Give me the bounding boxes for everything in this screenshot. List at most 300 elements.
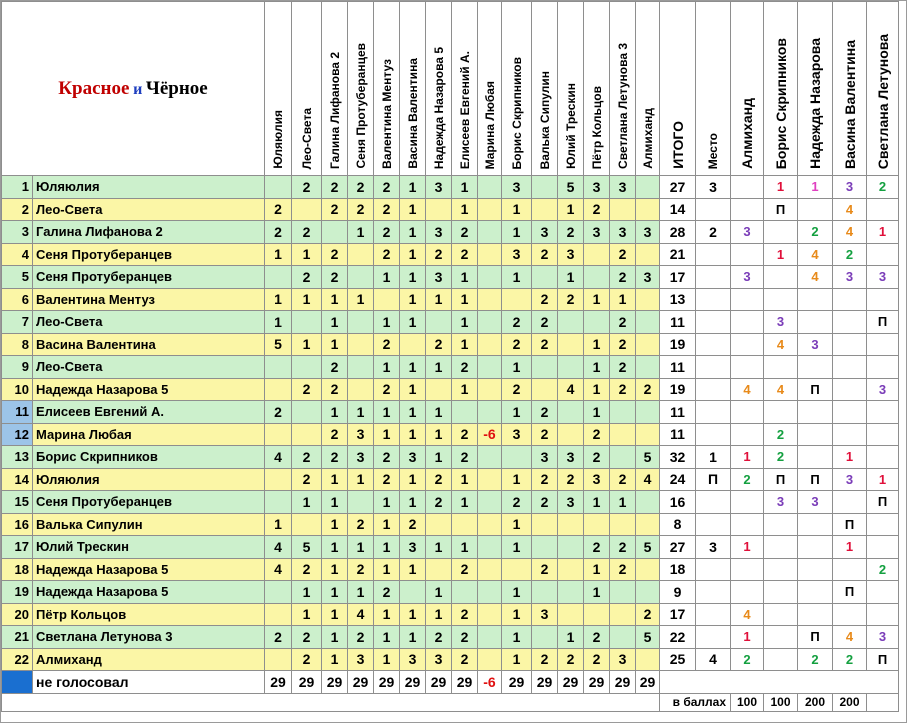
vote-cell[interactable] — [833, 378, 867, 401]
vote-cell[interactable]: 4 — [833, 198, 867, 221]
score-cell[interactable]: 1 — [374, 311, 400, 334]
row-number[interactable]: 21 — [2, 626, 33, 649]
score-cell[interactable] — [532, 356, 558, 379]
place-cell[interactable] — [696, 401, 731, 424]
score-cell[interactable] — [348, 266, 374, 289]
vote-cell[interactable]: П — [833, 581, 867, 604]
score-cell[interactable] — [265, 266, 292, 289]
vote-cell[interactable] — [764, 581, 798, 604]
score-cell[interactable]: 1 — [292, 333, 322, 356]
score-cell[interactable]: 5 — [636, 626, 660, 649]
vote-cell[interactable] — [764, 266, 798, 289]
score-cell[interactable]: 1 — [452, 266, 478, 289]
score-cell[interactable]: 3 — [502, 423, 532, 446]
score-cell[interactable]: 1 — [400, 558, 426, 581]
score-cell[interactable]: 2 — [610, 311, 636, 334]
participant-name[interactable]: Сеня Протуберанцев — [33, 491, 265, 514]
participant-name[interactable]: Юляюлия — [33, 176, 265, 199]
score-cell[interactable]: 2 — [610, 468, 636, 491]
vote-cell[interactable] — [833, 401, 867, 424]
place-cell[interactable] — [696, 603, 731, 626]
place-cell[interactable] — [696, 311, 731, 334]
score-cell[interactable]: 3 — [400, 648, 426, 671]
total-cell[interactable]: 32 — [660, 446, 696, 469]
vote-cell[interactable] — [798, 198, 833, 221]
vote-cell[interactable] — [798, 558, 833, 581]
score-cell[interactable]: 1 — [400, 311, 426, 334]
vote-cell[interactable] — [867, 243, 899, 266]
score-cell[interactable]: 1 — [348, 401, 374, 424]
score-cell[interactable]: 2 — [610, 333, 636, 356]
score-cell[interactable]: 2 — [532, 243, 558, 266]
score-cell[interactable] — [636, 401, 660, 424]
score-cell[interactable] — [558, 401, 584, 424]
score-cell[interactable]: 1 — [374, 513, 400, 536]
score-cell[interactable]: 1 — [426, 288, 452, 311]
vote-cell[interactable]: 2 — [867, 558, 899, 581]
score-cell[interactable]: 5 — [292, 536, 322, 559]
score-cell[interactable] — [532, 378, 558, 401]
score-cell[interactable] — [478, 446, 502, 469]
score-cell[interactable]: 2 — [292, 176, 322, 199]
score-cell[interactable]: 2 — [610, 356, 636, 379]
vote-cell[interactable] — [833, 288, 867, 311]
score-cell[interactable]: 4 — [636, 468, 660, 491]
score-cell[interactable] — [348, 311, 374, 334]
score-cell[interactable]: 3 — [348, 423, 374, 446]
score-cell[interactable]: 2 — [292, 626, 322, 649]
column-sum[interactable]: 29 — [558, 671, 584, 694]
score-cell[interactable]: 1 — [374, 626, 400, 649]
row-number[interactable]: 15 — [2, 491, 33, 514]
score-cell[interactable]: 2 — [610, 266, 636, 289]
vote-cell[interactable] — [731, 356, 764, 379]
column-sum[interactable]: 29 — [584, 671, 610, 694]
score-cell[interactable]: 2 — [502, 378, 532, 401]
score-cell[interactable]: 1 — [400, 626, 426, 649]
score-cell[interactable]: 1 — [322, 626, 348, 649]
score-cell[interactable] — [348, 243, 374, 266]
vote-cell[interactable] — [867, 536, 899, 559]
score-cell[interactable] — [636, 356, 660, 379]
score-cell[interactable]: 3 — [558, 446, 584, 469]
score-cell[interactable] — [636, 491, 660, 514]
score-cell[interactable]: 3 — [400, 446, 426, 469]
score-cell[interactable] — [265, 378, 292, 401]
vote-cell[interactable] — [833, 423, 867, 446]
vote-cell[interactable] — [798, 536, 833, 559]
score-cell[interactable] — [532, 266, 558, 289]
score-cell[interactable]: 2 — [292, 221, 322, 244]
participant-name[interactable]: Надежда Назарова 5 — [33, 558, 265, 581]
vote-cell[interactable]: П — [833, 513, 867, 536]
score-cell[interactable] — [636, 423, 660, 446]
score-cell[interactable] — [265, 356, 292, 379]
score-cell[interactable]: 1 — [374, 401, 400, 424]
row-number[interactable]: 14 — [2, 468, 33, 491]
score-cell[interactable]: 1 — [374, 491, 400, 514]
score-cell[interactable] — [265, 423, 292, 446]
vote-cell[interactable]: 1 — [833, 536, 867, 559]
participant-name[interactable]: Лео-Света — [33, 311, 265, 334]
score-cell[interactable]: 1 — [584, 491, 610, 514]
place-cell[interactable] — [696, 626, 731, 649]
score-cell[interactable] — [610, 401, 636, 424]
total-cell[interactable]: 27 — [660, 176, 696, 199]
score-cell[interactable]: 1 — [292, 491, 322, 514]
vote-cell[interactable] — [764, 356, 798, 379]
score-cell[interactable] — [636, 558, 660, 581]
place-cell[interactable]: П — [696, 468, 731, 491]
score-cell[interactable]: 5 — [265, 333, 292, 356]
score-cell[interactable]: 3 — [426, 648, 452, 671]
score-cell[interactable]: 1 — [292, 243, 322, 266]
vote-cell[interactable]: 1 — [731, 536, 764, 559]
score-cell[interactable]: 2 — [584, 423, 610, 446]
vote-cell[interactable]: 1 — [731, 446, 764, 469]
total-cell[interactable]: 21 — [660, 243, 696, 266]
place-cell[interactable] — [696, 378, 731, 401]
score-cell[interactable]: 2 — [374, 378, 400, 401]
score-cell[interactable]: 1 — [426, 581, 452, 604]
participant-name[interactable]: Юлий Трескин — [33, 536, 265, 559]
score-cell[interactable]: 1 — [292, 581, 322, 604]
vote-cell[interactable] — [764, 221, 798, 244]
score-cell[interactable]: 4 — [348, 603, 374, 626]
score-cell[interactable]: 1 — [265, 288, 292, 311]
score-cell[interactable] — [265, 648, 292, 671]
score-cell[interactable] — [292, 401, 322, 424]
vote-cell[interactable] — [833, 333, 867, 356]
score-cell[interactable]: 1 — [400, 603, 426, 626]
score-cell[interactable]: 1 — [400, 198, 426, 221]
score-cell[interactable] — [322, 221, 348, 244]
score-cell[interactable]: 2 — [292, 446, 322, 469]
score-cell[interactable]: 2 — [584, 648, 610, 671]
row-number[interactable]: 13 — [2, 446, 33, 469]
score-cell[interactable] — [426, 378, 452, 401]
vote-cell[interactable] — [867, 513, 899, 536]
participant-name[interactable]: Валька Сипулин — [33, 513, 265, 536]
column-sum[interactable]: 29 — [452, 671, 478, 694]
vote-cell[interactable] — [867, 288, 899, 311]
total-cell[interactable]: 17 — [660, 603, 696, 626]
score-cell[interactable]: 2 — [610, 378, 636, 401]
score-cell[interactable]: 2 — [558, 648, 584, 671]
score-cell[interactable]: 2 — [584, 198, 610, 221]
score-cell[interactable]: 2 — [532, 648, 558, 671]
score-cell[interactable]: 2 — [426, 333, 452, 356]
score-cell[interactable]: 3 — [426, 176, 452, 199]
score-cell[interactable]: 1 — [292, 288, 322, 311]
total-cell[interactable]: 27 — [660, 536, 696, 559]
vote-cell[interactable] — [867, 446, 899, 469]
vote-cell[interactable]: 1 — [798, 176, 833, 199]
vote-cell[interactable] — [764, 603, 798, 626]
score-cell[interactable]: 1 — [348, 536, 374, 559]
score-cell[interactable]: 1 — [426, 536, 452, 559]
participant-name[interactable]: Галина Лифанова 2 — [33, 221, 265, 244]
score-cell[interactable] — [265, 581, 292, 604]
score-cell[interactable] — [532, 536, 558, 559]
participant-name[interactable]: Сеня Протуберанцев — [33, 266, 265, 289]
score-cell[interactable]: 2 — [452, 243, 478, 266]
vote-cell[interactable] — [798, 423, 833, 446]
score-cell[interactable] — [374, 288, 400, 311]
vote-cell[interactable]: 3 — [833, 468, 867, 491]
row-number[interactable]: 8 — [2, 333, 33, 356]
score-cell[interactable]: 2 — [532, 333, 558, 356]
place-cell[interactable] — [696, 198, 731, 221]
vote-cell[interactable]: 3 — [833, 266, 867, 289]
score-cell[interactable]: 1 — [584, 333, 610, 356]
score-cell[interactable]: 3 — [610, 176, 636, 199]
participant-name[interactable]: Лео-Света — [33, 198, 265, 221]
score-cell[interactable]: 1 — [322, 581, 348, 604]
score-cell[interactable]: 2 — [322, 356, 348, 379]
score-cell[interactable]: 3 — [426, 266, 452, 289]
score-cell[interactable] — [502, 288, 532, 311]
score-cell[interactable]: 2 — [265, 198, 292, 221]
score-cell[interactable] — [452, 401, 478, 424]
score-cell[interactable]: 3 — [502, 243, 532, 266]
score-cell[interactable]: 3 — [348, 648, 374, 671]
score-cell[interactable]: 2 — [374, 446, 400, 469]
vote-cell[interactable] — [798, 311, 833, 334]
score-cell[interactable]: 1 — [452, 491, 478, 514]
score-cell[interactable]: 2 — [636, 378, 660, 401]
score-cell[interactable] — [636, 311, 660, 334]
vote-cell[interactable]: 1 — [867, 221, 899, 244]
place-cell[interactable] — [696, 356, 731, 379]
vote-cell[interactable]: 2 — [798, 648, 833, 671]
vote-cell[interactable]: 1 — [867, 468, 899, 491]
score-cell[interactable] — [426, 198, 452, 221]
vote-cell[interactable]: П — [764, 468, 798, 491]
participant-name[interactable]: Юляюлия — [33, 468, 265, 491]
footer-marker[interactable] — [2, 671, 33, 694]
score-cell[interactable]: 1 — [584, 558, 610, 581]
vote-cell[interactable]: 2 — [867, 176, 899, 199]
score-cell[interactable] — [400, 581, 426, 604]
score-cell[interactable]: 1 — [502, 626, 532, 649]
score-cell[interactable] — [292, 513, 322, 536]
participant-name[interactable]: Надежда Назарова 5 — [33, 581, 265, 604]
score-cell[interactable]: 1 — [558, 198, 584, 221]
score-cell[interactable] — [610, 198, 636, 221]
score-cell[interactable]: 2 — [584, 626, 610, 649]
score-cell[interactable] — [478, 581, 502, 604]
score-cell[interactable]: 2 — [348, 176, 374, 199]
vote-cell[interactable]: 3 — [731, 266, 764, 289]
vote-cell[interactable] — [833, 356, 867, 379]
score-cell[interactable]: 1 — [452, 333, 478, 356]
score-cell[interactable]: 1 — [502, 198, 532, 221]
score-cell[interactable] — [610, 423, 636, 446]
score-cell[interactable]: 2 — [292, 648, 322, 671]
score-cell[interactable]: 2 — [348, 626, 374, 649]
score-cell[interactable]: 1 — [452, 536, 478, 559]
total-cell[interactable]: 24 — [660, 468, 696, 491]
column-sum[interactable]: 29 — [636, 671, 660, 694]
score-cell[interactable]: 1 — [426, 401, 452, 424]
vote-cell[interactable]: 2 — [731, 648, 764, 671]
score-cell[interactable] — [636, 581, 660, 604]
score-cell[interactable]: 1 — [400, 221, 426, 244]
score-cell[interactable]: 2 — [265, 401, 292, 424]
vote-cell[interactable] — [764, 648, 798, 671]
vote-cell[interactable]: 1 — [764, 176, 798, 199]
vote-cell[interactable] — [731, 198, 764, 221]
vote-cell[interactable] — [798, 603, 833, 626]
score-cell[interactable]: 3 — [426, 221, 452, 244]
score-cell[interactable]: 1 — [502, 648, 532, 671]
participant-name[interactable]: Алмиханд — [33, 648, 265, 671]
score-cell[interactable]: 2 — [322, 378, 348, 401]
score-cell[interactable] — [636, 648, 660, 671]
row-number[interactable]: 4 — [2, 243, 33, 266]
score-cell[interactable]: 1 — [374, 648, 400, 671]
score-cell[interactable]: 1 — [374, 536, 400, 559]
score-cell[interactable]: 3 — [502, 176, 532, 199]
score-cell[interactable]: 2 — [348, 558, 374, 581]
row-number[interactable]: 11 — [2, 401, 33, 424]
score-cell[interactable] — [636, 243, 660, 266]
column-sum[interactable]: 29 — [610, 671, 636, 694]
vote-cell[interactable] — [764, 536, 798, 559]
score-cell[interactable]: 1 — [322, 603, 348, 626]
vote-cell[interactable]: 3 — [764, 491, 798, 514]
score-cell[interactable] — [292, 198, 322, 221]
score-cell[interactable]: 1 — [610, 288, 636, 311]
score-cell[interactable] — [636, 288, 660, 311]
participant-name[interactable]: Сеня Протуберанцев — [33, 243, 265, 266]
vote-cell[interactable] — [731, 243, 764, 266]
score-cell[interactable] — [478, 536, 502, 559]
vote-cell[interactable]: 4 — [764, 378, 798, 401]
vote-cell[interactable]: П — [867, 648, 899, 671]
score-cell[interactable] — [265, 176, 292, 199]
vote-cell[interactable] — [731, 288, 764, 311]
score-cell[interactable]: 1 — [292, 603, 322, 626]
vote-cell[interactable]: 4 — [731, 603, 764, 626]
score-cell[interactable] — [426, 311, 452, 334]
score-cell[interactable]: 2 — [292, 378, 322, 401]
score-cell[interactable]: 2 — [452, 423, 478, 446]
score-cell[interactable]: 1 — [584, 356, 610, 379]
score-cell[interactable] — [558, 536, 584, 559]
vote-cell[interactable] — [798, 581, 833, 604]
score-cell[interactable]: 1 — [322, 558, 348, 581]
not-voted-label[interactable]: не голосовал — [33, 671, 265, 694]
score-cell[interactable] — [636, 176, 660, 199]
score-cell[interactable]: 1 — [348, 221, 374, 244]
score-cell[interactable]: 1 — [502, 221, 532, 244]
row-number[interactable]: 22 — [2, 648, 33, 671]
score-cell[interactable]: 2 — [426, 491, 452, 514]
score-cell[interactable] — [558, 311, 584, 334]
score-cell[interactable]: 2 — [292, 266, 322, 289]
total-cell[interactable]: 16 — [660, 491, 696, 514]
score-cell[interactable] — [502, 446, 532, 469]
score-cell[interactable]: 2 — [532, 558, 558, 581]
row-number[interactable]: 19 — [2, 581, 33, 604]
score-cell[interactable]: 1 — [584, 581, 610, 604]
score-cell[interactable] — [478, 513, 502, 536]
score-cell[interactable] — [265, 603, 292, 626]
row-number[interactable]: 2 — [2, 198, 33, 221]
score-cell[interactable]: 2 — [452, 648, 478, 671]
score-cell[interactable] — [478, 311, 502, 334]
score-cell[interactable]: 1 — [584, 288, 610, 311]
vote-cell[interactable]: 2 — [798, 221, 833, 244]
vote-cell[interactable]: П — [798, 378, 833, 401]
place-cell[interactable] — [696, 581, 731, 604]
column-sum[interactable]: 29 — [532, 671, 558, 694]
vote-cell[interactable] — [731, 558, 764, 581]
score-cell[interactable] — [452, 581, 478, 604]
score-cell[interactable]: 2 — [532, 288, 558, 311]
score-cell[interactable] — [478, 266, 502, 289]
score-cell[interactable]: 1 — [400, 468, 426, 491]
vote-cell[interactable] — [731, 311, 764, 334]
vote-cell[interactable] — [798, 356, 833, 379]
score-cell[interactable]: 1 — [502, 468, 532, 491]
vote-cell[interactable]: 3 — [867, 378, 899, 401]
vote-cell[interactable] — [867, 603, 899, 626]
score-cell[interactable]: 1 — [558, 626, 584, 649]
row-number[interactable]: 7 — [2, 311, 33, 334]
place-cell[interactable] — [696, 491, 731, 514]
score-cell[interactable] — [478, 648, 502, 671]
vote-cell[interactable]: 2 — [764, 423, 798, 446]
score-cell[interactable] — [478, 558, 502, 581]
place-cell[interactable] — [696, 243, 731, 266]
score-cell[interactable]: 5 — [636, 536, 660, 559]
total-cell[interactable]: 18 — [660, 558, 696, 581]
score-cell[interactable]: 2 — [452, 558, 478, 581]
row-number[interactable]: 17 — [2, 536, 33, 559]
score-cell[interactable]: 1 — [502, 513, 532, 536]
score-cell[interactable]: 1 — [502, 401, 532, 424]
score-cell[interactable]: 2 — [532, 311, 558, 334]
score-cell[interactable]: 1 — [400, 423, 426, 446]
score-cell[interactable]: 3 — [636, 266, 660, 289]
total-cell[interactable]: 22 — [660, 626, 696, 649]
place-cell[interactable]: 3 — [696, 536, 731, 559]
place-cell[interactable]: 4 — [696, 648, 731, 671]
column-sum[interactable]: 29 — [348, 671, 374, 694]
score-cell[interactable]: 1 — [502, 266, 532, 289]
score-cell[interactable] — [558, 356, 584, 379]
score-cell[interactable] — [348, 491, 374, 514]
score-cell[interactable] — [452, 513, 478, 536]
vote-cell[interactable]: 2 — [833, 243, 867, 266]
score-cell[interactable]: 2 — [322, 176, 348, 199]
score-cell[interactable]: 1 — [322, 288, 348, 311]
vote-cell[interactable]: 4 — [764, 333, 798, 356]
score-cell[interactable]: 2 — [452, 603, 478, 626]
column-sum[interactable]: 29 — [322, 671, 348, 694]
score-cell[interactable]: -6 — [478, 423, 502, 446]
score-cell[interactable]: 3 — [400, 536, 426, 559]
total-cell[interactable]: 19 — [660, 378, 696, 401]
score-cell[interactable]: 3 — [610, 221, 636, 244]
vote-cell[interactable]: 2 — [833, 648, 867, 671]
score-cell[interactable]: 1 — [400, 401, 426, 424]
participant-name[interactable]: Пётр Кольцов — [33, 603, 265, 626]
score-cell[interactable] — [610, 626, 636, 649]
